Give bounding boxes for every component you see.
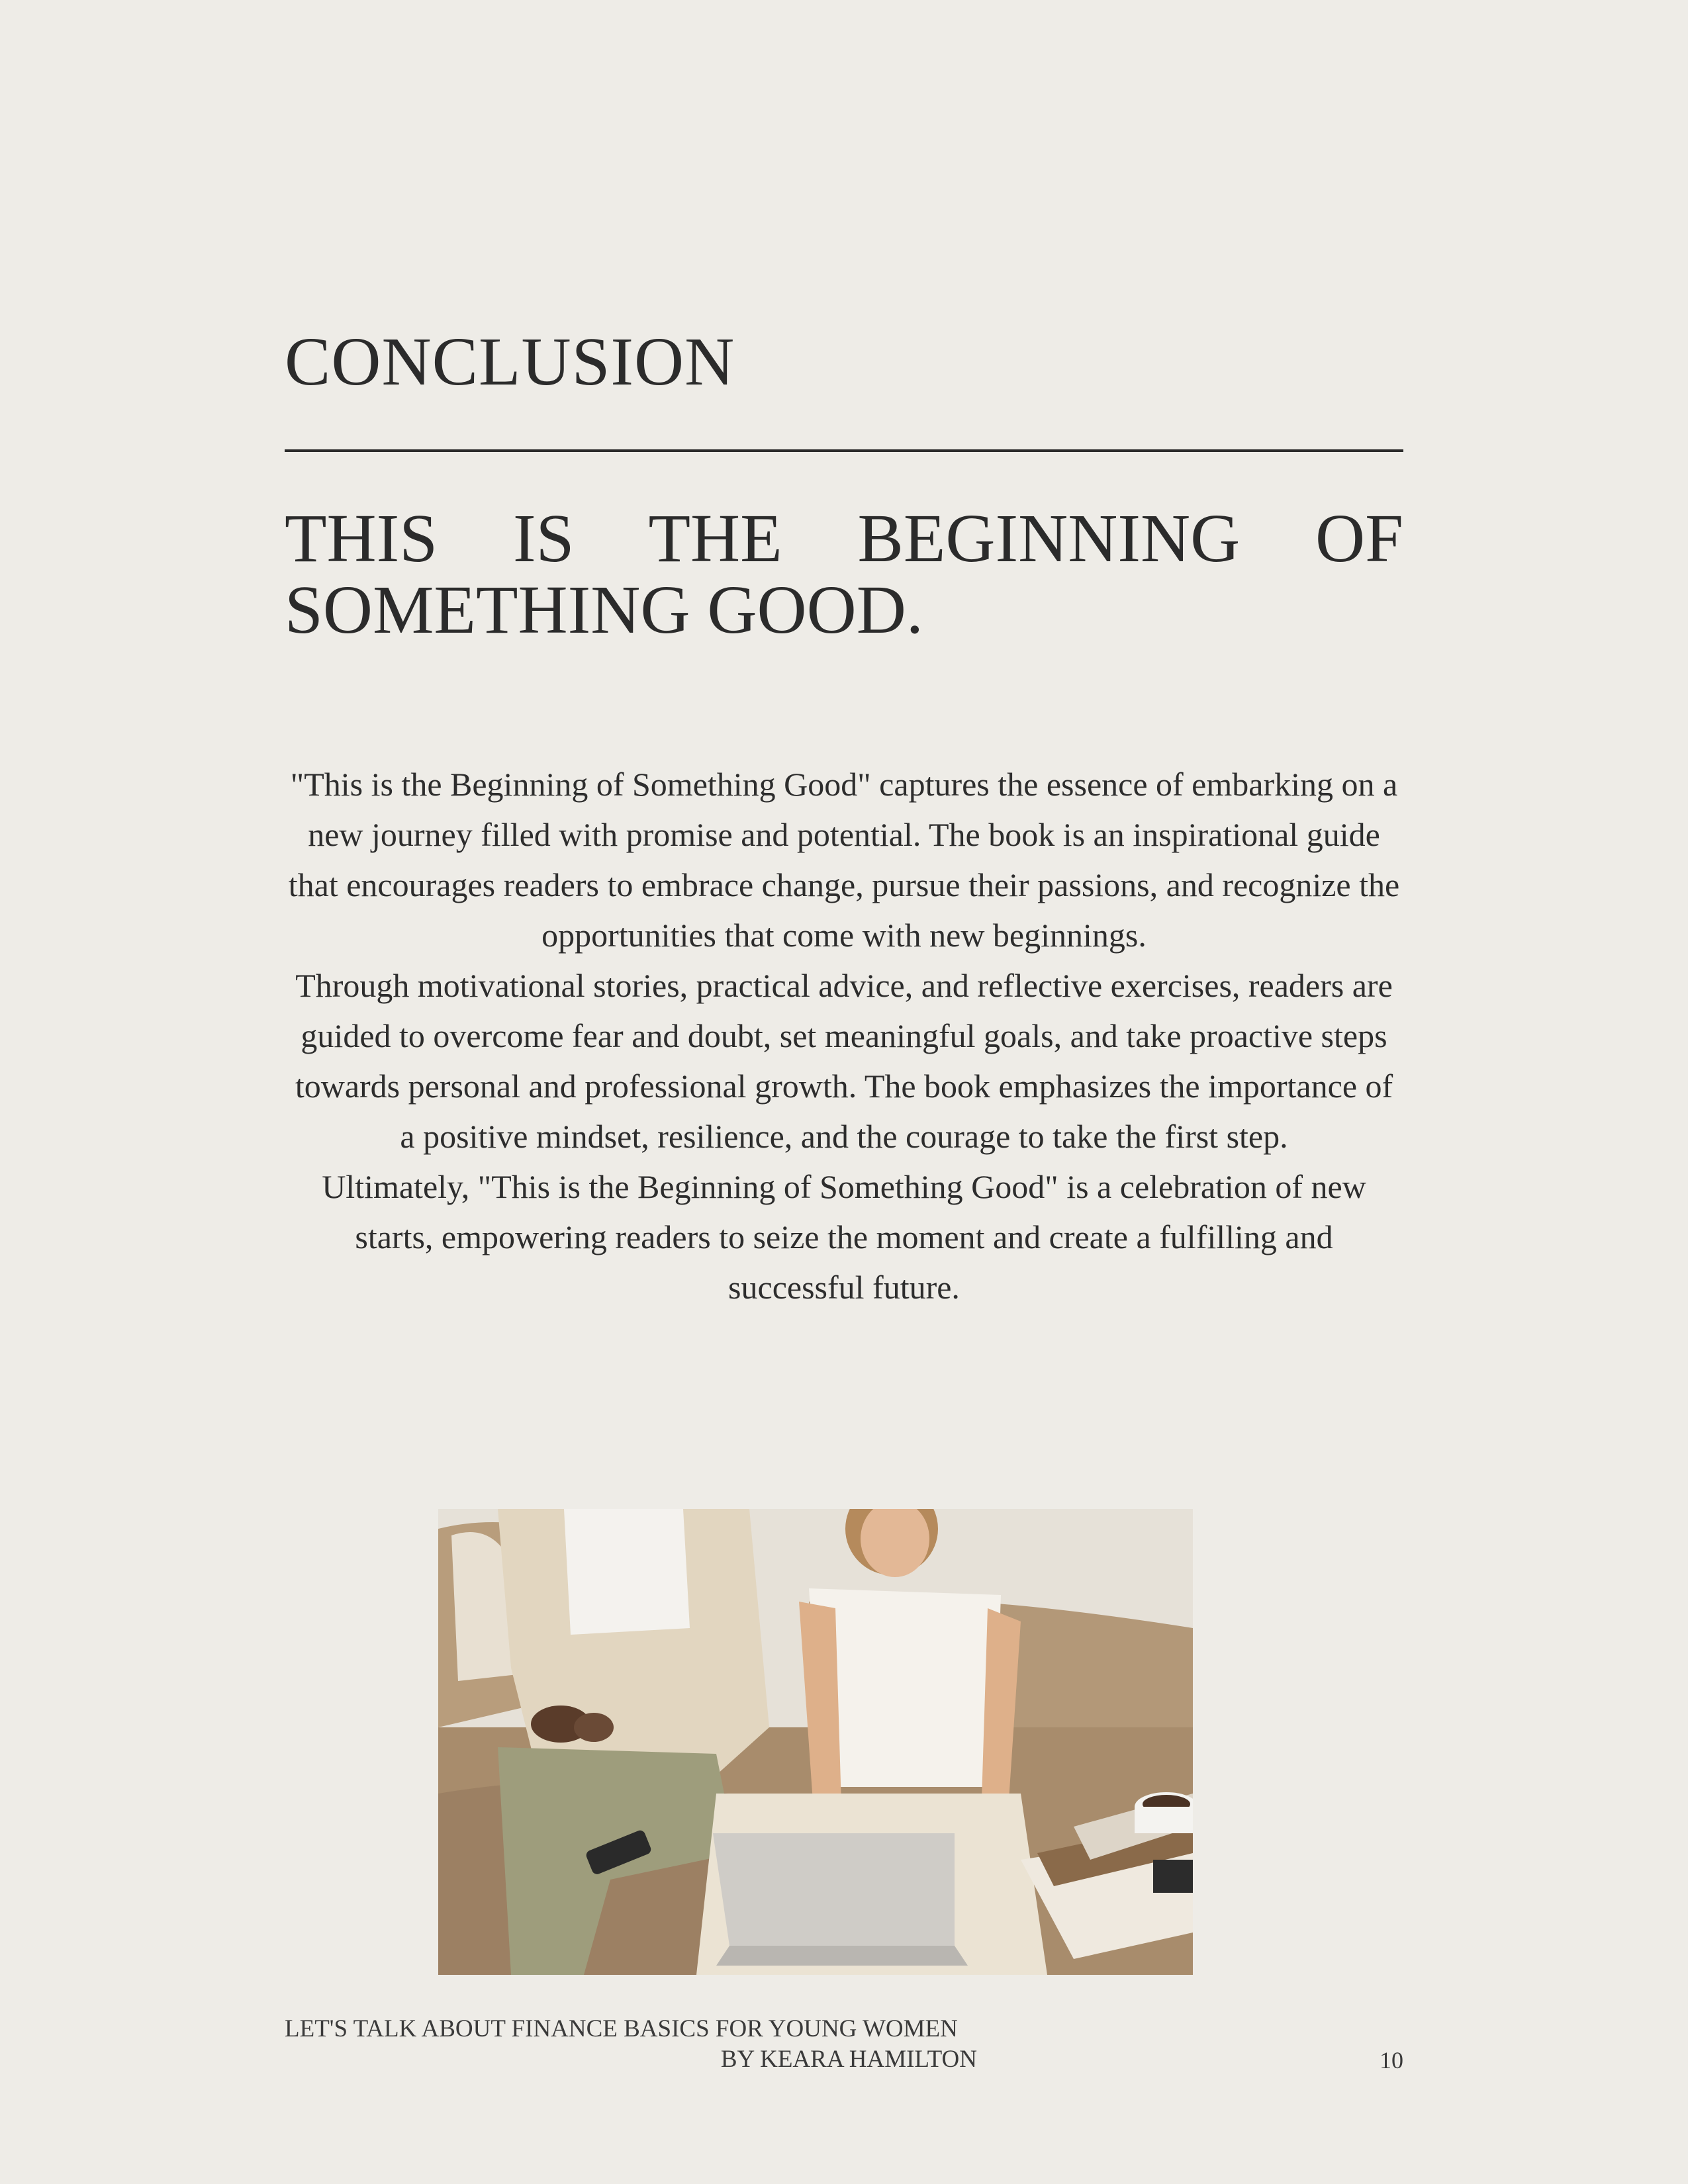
divider-line: [285, 449, 1403, 452]
paragraph: Through motivational stories, practical advice, and reflective exercises, readers are guided to overcome fear and doubt, set meaningful goals, and take proactive steps towards personal and professional growth. The book emphasizes the importance of a positive mindset, resilience, and the courage to take the first step.: [295, 967, 1393, 1155]
footer-author-line: BY KEARA HAMILTON: [720, 2046, 977, 2073]
paragraph: Ultimately, "This is the Beginning of Something Good" is a celebration of new starts, empowering readers to seize the moment and create a fulfilling and successful future.: [322, 1168, 1366, 1306]
section-title: CONCLUSION: [285, 324, 735, 400]
paragraph: "This is the Beginning of Something Good" captures the essence of embarking on a new journey filled with promise and potential. The book is an inspirational guide that encourages readers to embrace change, pursue their passions, and recognize the opportunities that come with new beginnings.: [288, 766, 1400, 954]
footer-book-title: [285, 2014, 977, 2075]
couple-on-sofa-photo: [438, 1509, 1193, 1975]
body-text: [285, 759, 1403, 1312]
page-number: 10: [1380, 2047, 1403, 2073]
photo-illustration: [438, 1509, 1193, 1975]
page-headline: THIS IS THE BEGINNING OF SOMETHING GOOD.: [285, 500, 1403, 648]
footer-title-line: LET'S TALK ABOUT FINANCE BASICS FOR YOUNG WOMEN: [285, 2015, 958, 2042]
